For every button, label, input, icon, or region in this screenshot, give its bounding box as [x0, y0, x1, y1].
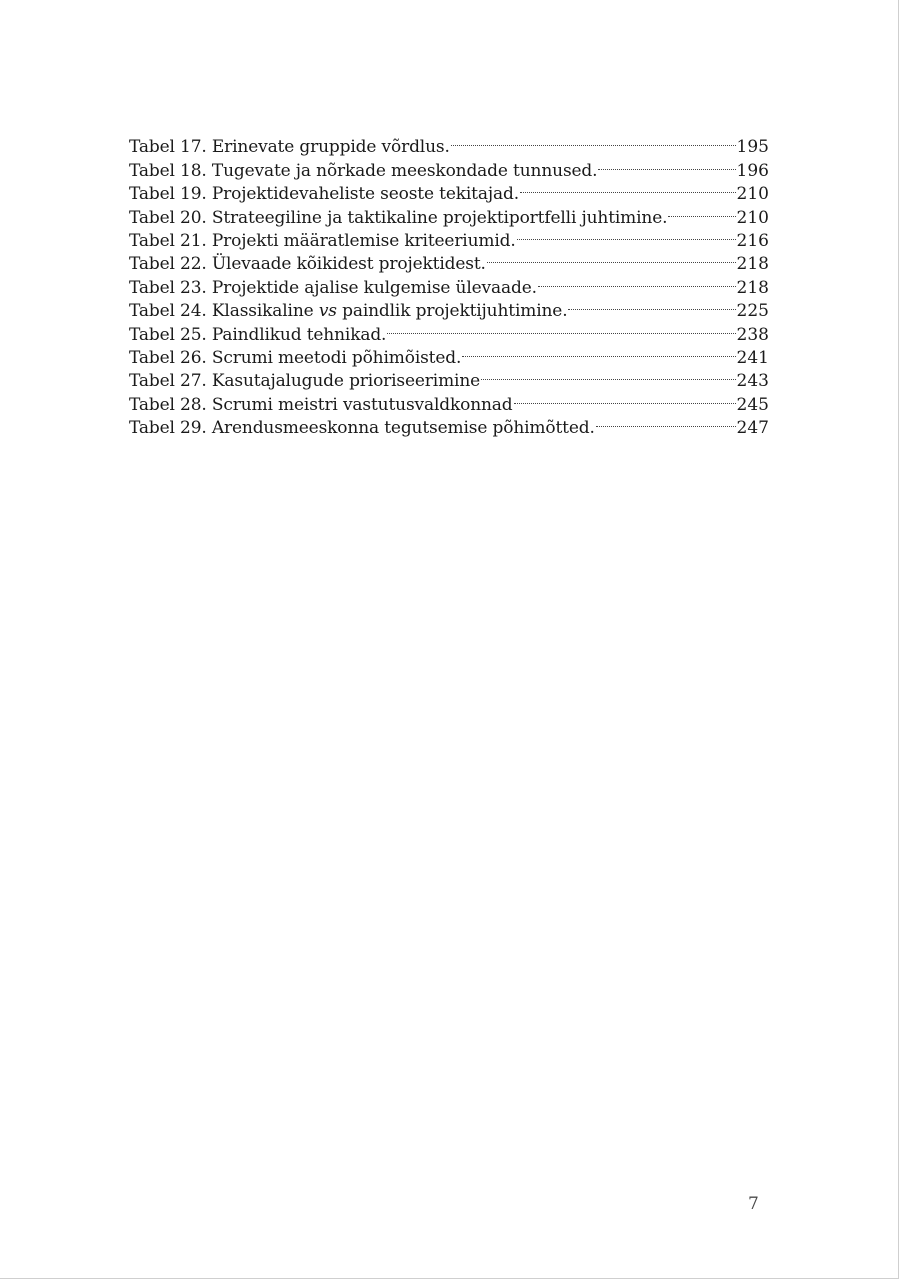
toc-entry-label: Tabel 25. Paindlikud tehnikad. — [129, 324, 387, 345]
toc-entry-label: Tabel 22. Ülevaade kõikidest projektidest. — [129, 254, 486, 275]
toc-entry-page: 196 — [736, 160, 769, 181]
toc-entry-page: 241 — [736, 347, 769, 368]
toc-entry-page: 245 — [736, 394, 769, 415]
dot-leader — [598, 152, 735, 175]
dot-leader — [568, 293, 735, 316]
toc-entry-label: Tabel 21. Projekti määratlemise kriteeriumid. — [129, 230, 516, 251]
dot-leader — [451, 129, 736, 152]
toc-entry-label-start: Tabel 24. Klassikaline — [129, 301, 319, 322]
toc-entry-label: Tabel 27. Kasutajalugude prioriseerimine — [129, 371, 481, 392]
dot-leader — [520, 176, 736, 199]
dot-leader — [596, 410, 736, 433]
toc-entry-label: Tabel 20. Strateegiline ja taktikaline projektiportfelli juhtimine. — [129, 207, 668, 228]
toc-entry-page: 210 — [736, 207, 769, 228]
toc-entry-page: 195 — [736, 137, 769, 158]
toc-entry-page: 238 — [736, 324, 769, 345]
toc-entry-label-end: paindlik projektijuhtimine. — [336, 301, 568, 322]
dot-leader — [517, 223, 736, 246]
toc-entry-label: Tabel 18. Tugevate ja nõrkade meeskondade tunnused. — [129, 160, 598, 181]
toc-entry-page: 225 — [736, 301, 769, 322]
toc-entry[interactable] — [129, 129, 769, 158]
toc-entry-page: 216 — [736, 230, 769, 251]
dot-leader — [514, 386, 736, 409]
dot-leader — [481, 363, 736, 386]
toc-entry-label: Tabel 19. Projektidevaheliste seoste tekitajad. — [129, 184, 519, 205]
toc-entry-label: Tabel 23. Projektide ajalise kulgemise ülevaade. — [129, 277, 537, 298]
dot-leader — [487, 246, 736, 269]
dot-leader — [462, 340, 735, 363]
toc-entry-label: Tabel 29. Arendusmeeskonna tegutsemise põhimõtted. — [129, 418, 595, 439]
dot-leader — [538, 269, 736, 292]
table-of-contents — [129, 129, 769, 439]
toc-entry-label: Tabel 26. Scrumi meetodi põhimõisted. — [129, 347, 462, 368]
toc-entry-page: 210 — [736, 184, 769, 205]
toc-entry-page: 247 — [736, 418, 769, 439]
toc-entry-label: Tabel 17. Erinevate gruppide võrdlus. — [129, 137, 450, 158]
toc-entry-label-italic: vs — [318, 301, 337, 322]
toc-entry-page: 218 — [736, 277, 769, 298]
toc-entry-label: Tabel 28. Scrumi meistri vastutusvaldkonnad — [129, 394, 513, 415]
dot-leader — [387, 316, 735, 339]
toc-entry-page: 243 — [736, 371, 769, 392]
page-number: 7 — [748, 1194, 759, 1214]
toc-entry-page: 218 — [736, 254, 769, 275]
dot-leader — [668, 199, 735, 222]
